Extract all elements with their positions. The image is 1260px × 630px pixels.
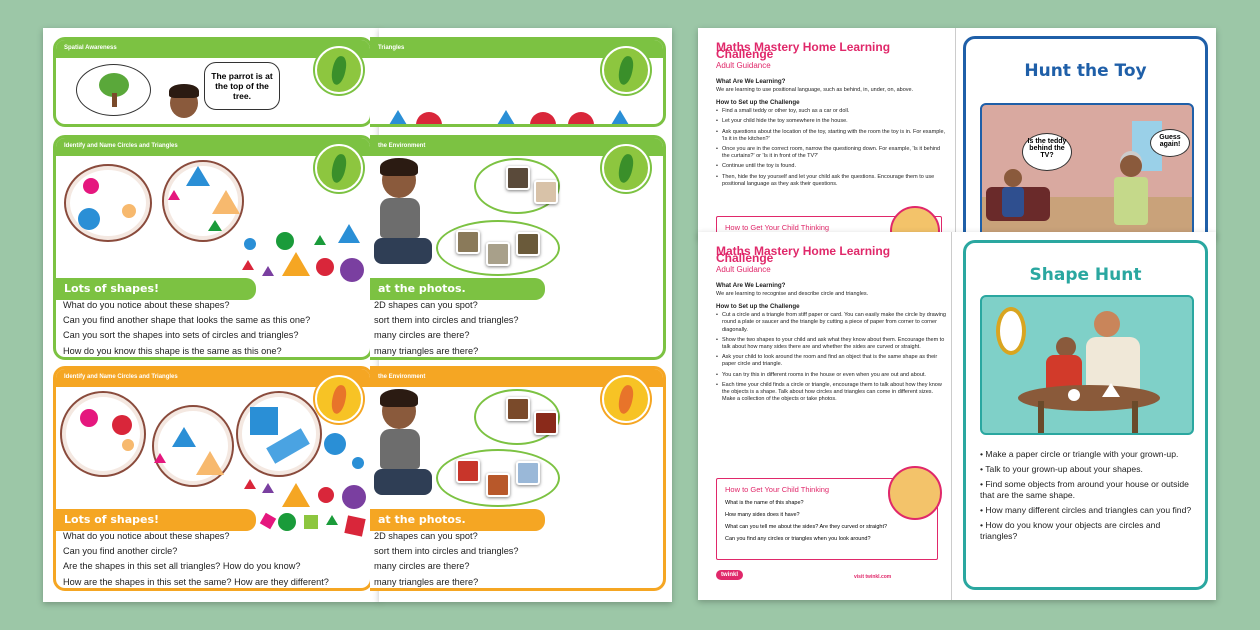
- pink-triangle: [168, 190, 180, 200]
- adult-guidance-front: [716, 244, 946, 406]
- mirror-icon: [996, 307, 1026, 355]
- spatial-awareness-card: [53, 37, 373, 127]
- shape-hunt-bullet: • How many different circles and triangles can you find?: [980, 505, 1192, 515]
- setup-steps: [716, 312, 946, 403]
- question: many circles are there?: [374, 330, 470, 341]
- pink-triangle: [154, 453, 166, 463]
- setup-step: • Cut a circle and a triangle from stiff paper or card. You can easily make the circle by drawing round a plate or saucer and the triangle by cutting a piece of paper from corner to corner diagonally.: [716, 312, 946, 334]
- red-circle: [530, 112, 556, 127]
- green-circle: [276, 232, 294, 250]
- learning-heading: What Are We Learning?: [716, 77, 786, 85]
- guide-title: Maths Mastery Home Learning Challenge: [716, 244, 891, 266]
- card-header: Identify and Name Circles and Triangles: [56, 369, 370, 387]
- orange-triangle: [196, 451, 224, 475]
- setup-step: • Show the two shapes to your child and ask what they know about them. Encourage them to talk about how many sides there are and whether the sides are curved or straight.: [716, 337, 946, 351]
- boy-illustration: [164, 82, 204, 127]
- twinkl-url: visit twinkl.com: [854, 574, 892, 580]
- setup-step: • Find a small teddy or other toy, such as a car or doll.: [716, 108, 948, 115]
- question: sort them into circles and triangles?: [374, 315, 519, 326]
- question: many triangles are there?: [374, 345, 479, 356]
- green-triangle: [326, 515, 338, 525]
- setup-step: • Ask questions about the location of the toy, starting with the room the toy is in. For example, 'Is it in the kitchen?': [716, 129, 948, 143]
- living-room-scene: [980, 103, 1194, 238]
- learning-heading: What Are We Learning?: [716, 281, 786, 289]
- photos-banner: at the photos.: [370, 509, 545, 531]
- photo-thumbnail: [486, 473, 510, 497]
- guide-title: Maths Mastery Home Learning Challenge: [716, 40, 891, 62]
- parrot-speech-bubble: The parrot is at the top of the tree.: [204, 62, 280, 110]
- blue-triangle: [186, 166, 210, 186]
- photo-thumbnail: [516, 232, 540, 256]
- purple-circle: [342, 485, 366, 509]
- question-list: [63, 529, 373, 590]
- orange-circle: [122, 439, 134, 451]
- question: What do you notice about these shapes?: [63, 531, 230, 541]
- photos-card-green: [370, 135, 666, 360]
- card-header: the Environment: [370, 138, 663, 156]
- question: How do you know this shape is the same as this one?: [63, 345, 282, 356]
- red-circle: [416, 112, 442, 127]
- shape-hunt-bullet: • How do you know your objects are circles and triangles?: [980, 520, 1161, 541]
- blue-triangle: [338, 224, 360, 243]
- question-list: [63, 298, 373, 359]
- card-header: Triangles: [370, 40, 663, 58]
- shape-hunt-bullet: • Find some objects from around your house or outside that are the same shape.: [980, 479, 1189, 500]
- question: Can you find another shape that looks the same as this one?: [63, 315, 311, 326]
- learning-text: We are learning to use positional language, such as behind, in, under, on, above.: [716, 86, 914, 93]
- setup-step: • You can try this in different rooms in the house or even when you are out and about.: [716, 372, 946, 379]
- question: How are the shapes in this set the same? How are they different?: [63, 576, 329, 587]
- setup-step: • Continue until the toy is found.: [716, 163, 948, 170]
- setup-step: • Each time your child finds a circle or triangle, encourage them to talk about how they know the objects is a shape. Talk about how circles and triangles can come in different sizes. Make a collection of the objects or take photos.: [716, 382, 946, 404]
- learning-text: We are learning to recognise and describe circle and triangles.: [716, 290, 869, 297]
- blue-circle: [78, 208, 100, 230]
- think-question: How many sides does it have?: [725, 512, 800, 518]
- pepper-badge-icon: [315, 375, 363, 423]
- setup-step: • Let your child hide the toy somewhere in the house.: [716, 118, 948, 125]
- shape-hunt-bullet: • Make a paper circle or triangle with your grown-up.: [980, 449, 1179, 459]
- orange-circle: [122, 204, 136, 218]
- hunt-title: Hunt the Toy: [1024, 61, 1147, 81]
- pepper-badge-icon: [315, 46, 363, 94]
- lots-of-shapes-banner: Lots of shapes!: [56, 278, 256, 300]
- circle-sort-ring: [64, 164, 152, 242]
- blue-triangle: [494, 110, 518, 127]
- lime-square: [304, 515, 318, 529]
- think-question: Can you find any circles or triangles when you look around?: [725, 536, 871, 542]
- pepper-badge-icon: [315, 144, 363, 192]
- photo-thumbnail: [506, 166, 530, 190]
- sitting-boy-illustration: [374, 389, 434, 509]
- photos-banner: at the photos.: [370, 278, 545, 300]
- pepper-badge-icon: [602, 375, 650, 423]
- pepper-badge-icon: [602, 46, 650, 94]
- blue-triangle: [608, 110, 632, 127]
- photo-thumbnail: [456, 230, 480, 254]
- question: 2D shapes can you spot?: [374, 531, 478, 541]
- blue-circle: [244, 238, 256, 250]
- red-circle: [316, 258, 334, 276]
- photo-thumbnail: [516, 461, 540, 485]
- question-list: [374, 298, 554, 359]
- orange-triangle: [282, 252, 310, 276]
- setup-heading: How to Set up the Challenge: [716, 303, 800, 311]
- blue-square: [250, 407, 278, 435]
- card-header: Spatial Awareness: [56, 40, 370, 58]
- think-title: How to Get Your Child Thinking: [725, 485, 830, 494]
- home-learning-sheet-front: [698, 232, 1216, 600]
- pink-diamond: [260, 513, 276, 529]
- question: What do you notice about these shapes?: [63, 300, 230, 310]
- red-circle: [112, 415, 132, 435]
- children-avatar: [888, 466, 942, 520]
- card-header: Identify and Name Circles and Triangles: [56, 138, 370, 156]
- photo-thumbnail: [506, 397, 530, 421]
- setup-step: • Then, hide the toy yourself and let your child ask the questions. Encourage them to use positional language as they ask their questions.: [716, 174, 948, 188]
- shape-hunt-list: [980, 449, 1198, 546]
- mixed-sort-ring: [236, 391, 322, 477]
- card-header: the Environment: [370, 369, 663, 387]
- question: 2D shapes can you spot?: [374, 300, 478, 310]
- shape-hunt-card: [963, 240, 1208, 590]
- blue-circle: [324, 433, 346, 455]
- sitting-boy-illustration: [374, 158, 434, 278]
- green-triangle: [208, 220, 222, 231]
- red-circle: [318, 487, 334, 503]
- purple-circle: [340, 258, 364, 282]
- home-learning-sheet-back: [698, 28, 1216, 238]
- blue-triangle: [172, 427, 196, 447]
- twinkl-logo: twinkl: [716, 570, 743, 580]
- adult-guidance-back: [716, 40, 948, 191]
- think-question: What can you tell me about the sides? Are they curved or straight?: [725, 524, 888, 530]
- question: Can you find another circle?: [63, 546, 178, 557]
- question: many triangles are there?: [374, 576, 479, 587]
- circle-sort-ring: [60, 391, 146, 477]
- pepper-badge-icon: [602, 144, 650, 192]
- question: many circles are there?: [374, 561, 470, 572]
- question: Are the shapes in this set all triangles? How do you know?: [63, 561, 301, 572]
- shape-hunt-bullet: • Talk to your grown-up about your shapes.: [980, 464, 1143, 474]
- child-speech-bubble: Is the teddy behind the TV?: [1022, 133, 1072, 171]
- red-triangle: [242, 260, 254, 270]
- purple-triangle: [262, 483, 274, 493]
- pink-circle: [83, 178, 99, 194]
- setup-step: • Ask your child to look around the room and find an object that is the same shape as their paper circle and triangle.: [716, 354, 946, 368]
- red-circle: [568, 112, 594, 127]
- question-list: [374, 529, 554, 590]
- triangles-card: [370, 37, 666, 127]
- lots-of-shapes-card-green: [53, 135, 373, 360]
- guide-subtitle: Adult Guidance: [716, 61, 771, 71]
- photo-thumbnail: [486, 242, 510, 266]
- table-scene: [980, 295, 1194, 435]
- orange-triangle: [282, 483, 310, 507]
- pink-circle: [80, 409, 98, 427]
- question: sort them into circles and triangles?: [374, 546, 519, 557]
- question: Can you sort the shapes into sets of circles and triangles?: [63, 330, 299, 341]
- tree-thought-bubble: [76, 64, 151, 116]
- orange-triangle: [212, 190, 240, 214]
- green-triangle: [314, 235, 326, 245]
- photo-thumbnail: [456, 459, 480, 483]
- blue-triangle: [386, 110, 410, 127]
- photo-thumbnail: [534, 180, 558, 204]
- red-triangle: [244, 479, 256, 489]
- blue-circle: [352, 457, 364, 469]
- think-title: How to Get Your Child Thinking: [725, 223, 830, 232]
- lots-of-shapes-card-orange: [53, 366, 373, 591]
- photo-thumbnail: [534, 411, 558, 435]
- shape-hunt-title: Shape Hunt: [1029, 265, 1142, 285]
- hunt-the-toy-card: [963, 36, 1208, 238]
- gran-speech-bubble: Guess again!: [1150, 129, 1190, 157]
- setup-heading: How to Set up the Challenge: [716, 99, 800, 107]
- setup-steps: [716, 108, 948, 188]
- think-question: What is the name of this shape?: [725, 500, 804, 506]
- lots-of-shapes-banner: Lots of shapes!: [56, 509, 256, 531]
- guide-subtitle: Adult Guidance: [716, 265, 771, 275]
- photos-card-orange: [370, 366, 666, 591]
- purple-triangle: [262, 266, 274, 276]
- setup-step: • Once you are in the correct room, narrow the questioning down. For example, 'Is it behind the curtains?' or 'Is it in front of the TV?': [716, 146, 948, 160]
